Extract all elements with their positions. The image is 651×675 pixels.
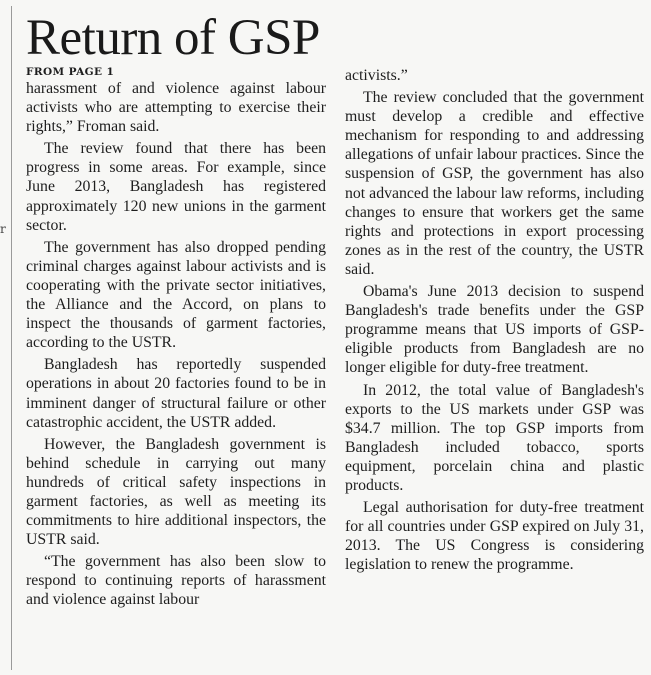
paragraph: The review found that there has been progress in some areas. For example, since June 2013, Bangladesh has registered approximately 120 new unions in the garment sector. bbox=[26, 140, 326, 234]
paragraph: In 2012, the total value of Bangladesh's exports to the US markets under GSP was $34.7 million. The top GSP imports from Bangladesh included tobacco, sports equipment, porcelain china and plastic products. bbox=[345, 381, 644, 494]
paragraph: activists.” bbox=[345, 67, 408, 84]
paragraph: However, the Bangladesh government is behind schedule in carrying out many hundreds of critical safety inspections in garment factories, as well as meeting its commitments to hire additional inspectors, the USTR said. bbox=[26, 435, 326, 549]
column-divider-rule bbox=[11, 6, 12, 670]
paragraph: The government has also dropped pending criminal charges against labour activists and is cooperating with the private sector initiatives, the Alliance and the Accord, on plans to inspect the thousands of garment factories, according to the USTR. bbox=[26, 238, 326, 352]
adjacent-article-fragment: r bbox=[0, 222, 6, 236]
left-column bbox=[26, 79, 326, 613]
paragraph: Bangladesh has reportedly suspended operations in about 20 factories found to be in imminent danger of structural failure or other catastrophic accident, the USTR added. bbox=[26, 356, 326, 431]
paragraph: “The government has also been slow to respond to continuing reports of harassment and violence against labour bbox=[26, 553, 326, 609]
headline: Return of GSP bbox=[26, 10, 320, 66]
paragraph: The review concluded that the government must develop a credible and effective mechanism for responding to and addressing allegations of unfair labour practices. Since the suspension of GSP, the government has also not advanced the labour law reforms, including changes to ensure that workers get the same rights and protections in export processing zones as in the rest of the country, the USTR said. bbox=[345, 89, 644, 278]
right-column bbox=[345, 66, 644, 577]
jump-line: FROM PAGE 1 bbox=[26, 66, 115, 78]
paragraph: Obama's June 2013 decision to suspend Bangladesh's trade benefits under the GSP programme means that US imports of GSP-eligible products from Bangladesh are no longer eligible for duty-free treatment. bbox=[345, 283, 644, 377]
paragraph: harassment of and violence against labour activists who are attempting to exercise their rights,” Froman said. bbox=[26, 80, 326, 136]
paragraph: Legal authorisation for duty-free treatment for all countries under GSP expired on July 31, 2013. The US Congress is considering legislation to renew the programme. bbox=[345, 499, 644, 574]
